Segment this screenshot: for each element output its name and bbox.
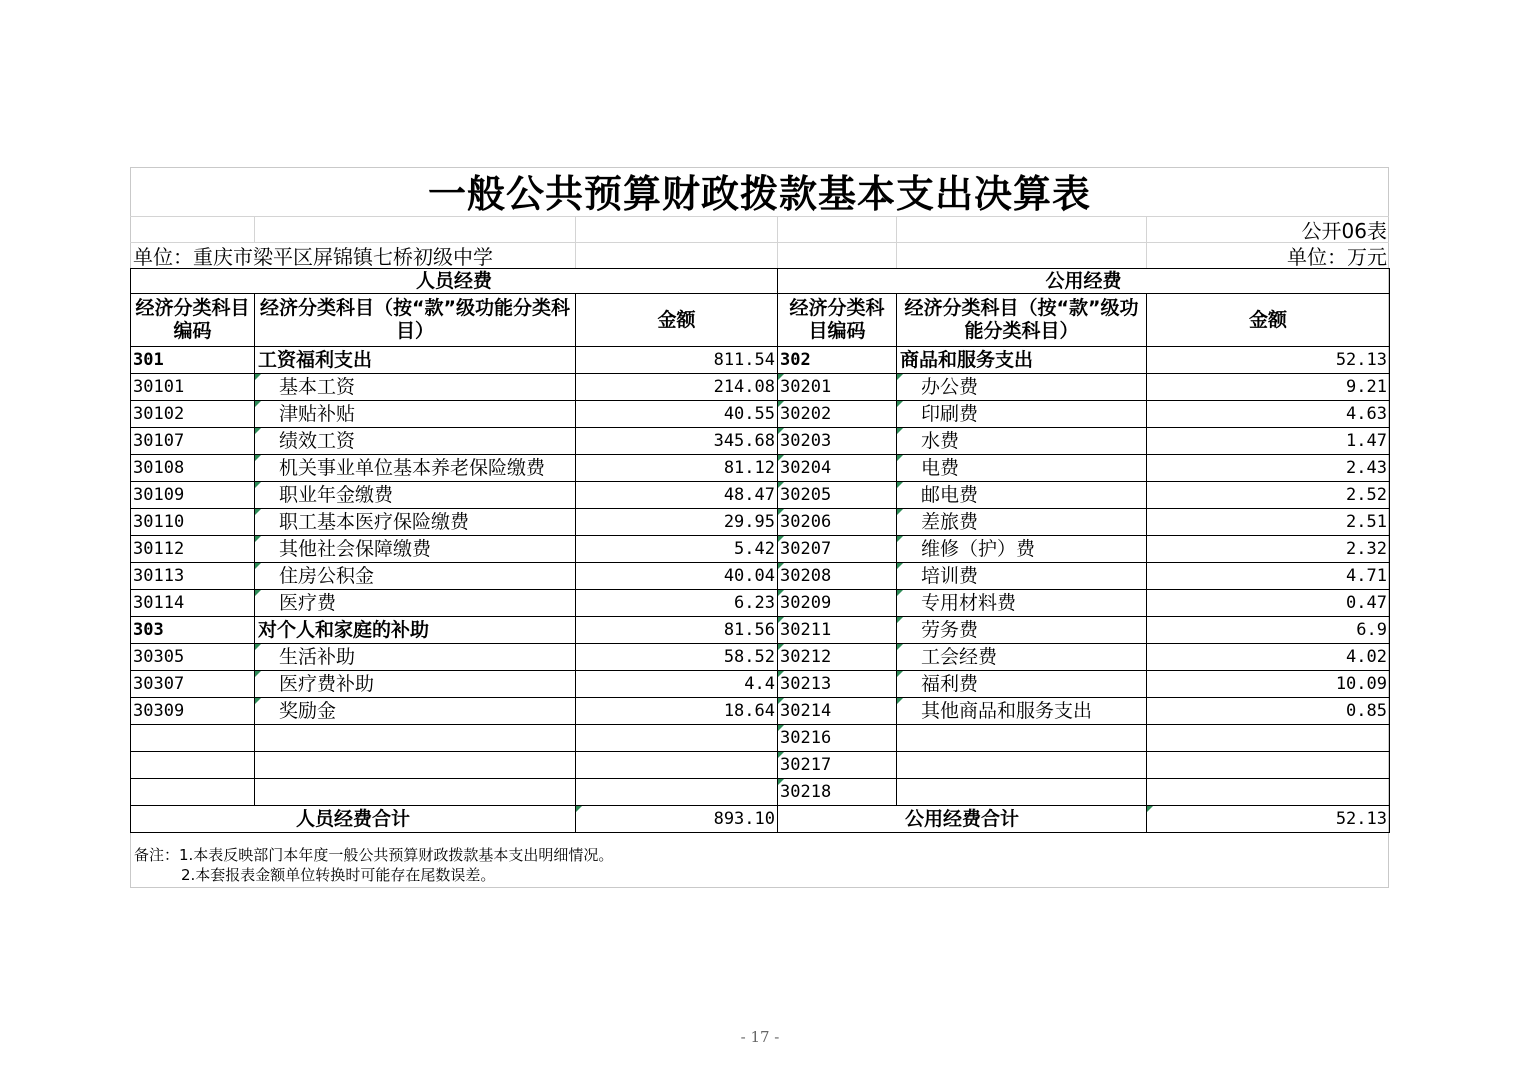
left-amount-cell: 29.95: [576, 509, 778, 536]
right-amount-cell: 1.47: [1147, 428, 1390, 455]
right-code-cell: 30206: [778, 509, 897, 536]
right-name-cell: 电费: [897, 455, 1147, 482]
table-row: [131, 347, 1390, 374]
grid-line: [896, 216, 897, 268]
right-amount-cell: 2.32: [1147, 536, 1390, 563]
right-name-cell: 专用材料费: [897, 590, 1147, 617]
left-amount-cell: 4.4: [576, 671, 778, 698]
right-name-cell: 邮电费: [897, 482, 1147, 509]
totals-row: [131, 806, 1390, 833]
right-amount-cell: 4.71: [1147, 563, 1390, 590]
right-name-cell: 培训费: [897, 563, 1147, 590]
left-amount-cell: 6.23: [576, 590, 778, 617]
left-name-cell: 基本工资: [255, 374, 576, 401]
left-amount-cell: 811.54: [576, 347, 778, 374]
left-amount-cell: 40.55: [576, 401, 778, 428]
right-amount-cell: [1147, 752, 1390, 779]
right-name-cell: [897, 725, 1147, 752]
left-name-cell: 奖励金: [255, 698, 576, 725]
page-title: 一般公共预算财政拨款基本支出决算表: [427, 171, 1091, 216]
header-code-right: 经济分类科目编码: [778, 294, 897, 347]
grid-line: [254, 216, 255, 242]
left-code-cell: 30112: [131, 536, 255, 563]
right-name-cell: 其他商品和服务支出: [897, 698, 1147, 725]
table-row: [131, 374, 1390, 401]
left-code-cell: 30305: [131, 644, 255, 671]
currency-unit: 单位：万元: [1287, 245, 1387, 269]
table-row: [131, 428, 1390, 455]
left-name-cell: 机关事业单位基本养老保险缴费: [255, 455, 576, 482]
right-amount-cell: [1147, 779, 1390, 806]
left-code-cell: [131, 752, 255, 779]
left-amount-cell: 81.56: [576, 617, 778, 644]
right-code-cell: 302: [778, 347, 897, 374]
right-amount-cell: [1147, 725, 1390, 752]
right-amount-cell: 4.02: [1147, 644, 1390, 671]
left-name-cell: 津贴补贴: [255, 401, 576, 428]
left-amount-cell: [576, 725, 778, 752]
left-amount-cell: 81.12: [576, 455, 778, 482]
left-name-cell: [255, 779, 576, 806]
table-row: [131, 455, 1390, 482]
header-amount-right: 金额: [1147, 294, 1390, 347]
right-amount-cell: 0.47: [1147, 590, 1390, 617]
right-code-cell: 30207: [778, 536, 897, 563]
personnel-total-label: 人员经费合计: [131, 806, 576, 833]
right-name-cell: 福利费: [897, 671, 1147, 698]
left-amount-cell: 214.08: [576, 374, 778, 401]
right-code-cell: 30217: [778, 752, 897, 779]
right-code-cell: 30214: [778, 698, 897, 725]
header-code-left: 经济分类科目编码: [131, 294, 255, 347]
personnel-total-amount: 893.10: [576, 806, 778, 833]
left-code-cell: 30108: [131, 455, 255, 482]
header-name-right: 经济分类科目（按“款”级功能分类科目）: [897, 294, 1147, 347]
left-amount-cell: 345.68: [576, 428, 778, 455]
unit-name: 单位：重庆市梁平区屏锦镇七桥初级中学: [133, 245, 493, 269]
left-code-cell: 303: [131, 617, 255, 644]
right-amount-cell: 2.43: [1147, 455, 1390, 482]
left-amount-cell: 40.04: [576, 563, 778, 590]
left-amount-cell: [576, 779, 778, 806]
section-personnel: 人员经费: [131, 269, 778, 294]
left-amount-cell: 58.52: [576, 644, 778, 671]
table-row: [131, 752, 1390, 779]
right-amount-cell: 52.13: [1147, 347, 1390, 374]
right-code-cell: 30209: [778, 590, 897, 617]
right-name-cell: [897, 779, 1147, 806]
right-name-cell: 劳务费: [897, 617, 1147, 644]
right-code-cell: 30204: [778, 455, 897, 482]
expenditure-table: [130, 268, 1390, 833]
right-name-cell: 差旅费: [897, 509, 1147, 536]
left-name-cell: 工资福利支出: [255, 347, 576, 374]
note-2: 2.本套报表金额单位转换时可能存在尾数误差。: [181, 866, 496, 884]
right-amount-cell: 2.52: [1147, 482, 1390, 509]
section-header-row: [131, 269, 1390, 294]
right-name-cell: 办公费: [897, 374, 1147, 401]
note-1: 备注：1.本表反映部门本年度一般公共预算财政拨款基本支出明细情况。: [134, 846, 614, 864]
right-code-cell: 30201: [778, 374, 897, 401]
left-name-cell: 对个人和家庭的补助: [255, 617, 576, 644]
right-amount-cell: 0.85: [1147, 698, 1390, 725]
right-code-cell: 30213: [778, 671, 897, 698]
left-code-cell: 30107: [131, 428, 255, 455]
right-name-cell: 工会经费: [897, 644, 1147, 671]
right-name-cell: 水费: [897, 428, 1147, 455]
right-name-cell: 维修（护）费: [897, 536, 1147, 563]
header-amount-left: 金额: [576, 294, 778, 347]
left-code-cell: 30101: [131, 374, 255, 401]
table-row: [131, 725, 1390, 752]
right-name-cell: [897, 752, 1147, 779]
grid-line: [1146, 216, 1147, 268]
left-code-cell: 301: [131, 347, 255, 374]
table-row: [131, 671, 1390, 698]
right-code-cell: 30211: [778, 617, 897, 644]
right-code-cell: 30216: [778, 725, 897, 752]
left-code-cell: [131, 779, 255, 806]
table-row: [131, 698, 1390, 725]
right-code-cell: 30203: [778, 428, 897, 455]
right-code-cell: 30212: [778, 644, 897, 671]
left-name-cell: [255, 725, 576, 752]
left-name-cell: 医疗费: [255, 590, 576, 617]
right-amount-cell: 6.9: [1147, 617, 1390, 644]
section-public: 公用经费: [778, 269, 1390, 294]
table-row: [131, 536, 1390, 563]
right-amount-cell: 10.09: [1147, 671, 1390, 698]
header-name-left: 经济分类科目（按“款”级功能分类科目）: [255, 294, 576, 347]
right-code-cell: 30205: [778, 482, 897, 509]
table-row: [131, 590, 1390, 617]
left-amount-cell: 5.42: [576, 536, 778, 563]
right-code-cell: 30208: [778, 563, 897, 590]
left-code-cell: 30307: [131, 671, 255, 698]
left-code-cell: 30109: [131, 482, 255, 509]
public-total-amount: 52.13: [1147, 806, 1390, 833]
left-amount-cell: 18.64: [576, 698, 778, 725]
notes: [134, 845, 613, 885]
left-name-cell: 职业年金缴费: [255, 482, 576, 509]
grid-line: [777, 216, 778, 268]
table-row: [131, 563, 1390, 590]
left-name-cell: 住房公积金: [255, 563, 576, 590]
right-code-cell: 30202: [778, 401, 897, 428]
grid-line: [130, 216, 1389, 217]
left-code-cell: 30113: [131, 563, 255, 590]
table-row: [131, 482, 1390, 509]
left-amount-cell: [576, 752, 778, 779]
left-name-cell: 绩效工资: [255, 428, 576, 455]
table-row: [131, 401, 1390, 428]
left-amount-cell: 48.47: [576, 482, 778, 509]
table-row: [131, 644, 1390, 671]
left-code-cell: 30114: [131, 590, 255, 617]
right-name-cell: 商品和服务支出: [897, 347, 1147, 374]
left-name-cell: 职工基本医疗保险缴费: [255, 509, 576, 536]
left-code-cell: [131, 725, 255, 752]
left-code-cell: 30309: [131, 698, 255, 725]
right-amount-cell: 9.21: [1147, 374, 1390, 401]
table-row: [131, 509, 1390, 536]
grid-line: [130, 242, 1389, 243]
table-row: [131, 617, 1390, 644]
left-name-cell: 生活补助: [255, 644, 576, 671]
column-header-row: [131, 294, 1390, 347]
right-amount-cell: 4.63: [1147, 401, 1390, 428]
form-number: 公开06表: [1301, 219, 1387, 243]
public-total-label: 公用经费合计: [778, 806, 1147, 833]
right-name-cell: 印刷费: [897, 401, 1147, 428]
table-row: [131, 779, 1390, 806]
left-code-cell: 30102: [131, 401, 255, 428]
left-code-cell: 30110: [131, 509, 255, 536]
right-code-cell: 30218: [778, 779, 897, 806]
grid-line: [575, 216, 576, 268]
left-name-cell: 其他社会保障缴费: [255, 536, 576, 563]
right-amount-cell: 2.51: [1147, 509, 1390, 536]
left-name-cell: 医疗费补助: [255, 671, 576, 698]
page-number: - 17 -: [740, 1028, 780, 1046]
left-name-cell: [255, 752, 576, 779]
